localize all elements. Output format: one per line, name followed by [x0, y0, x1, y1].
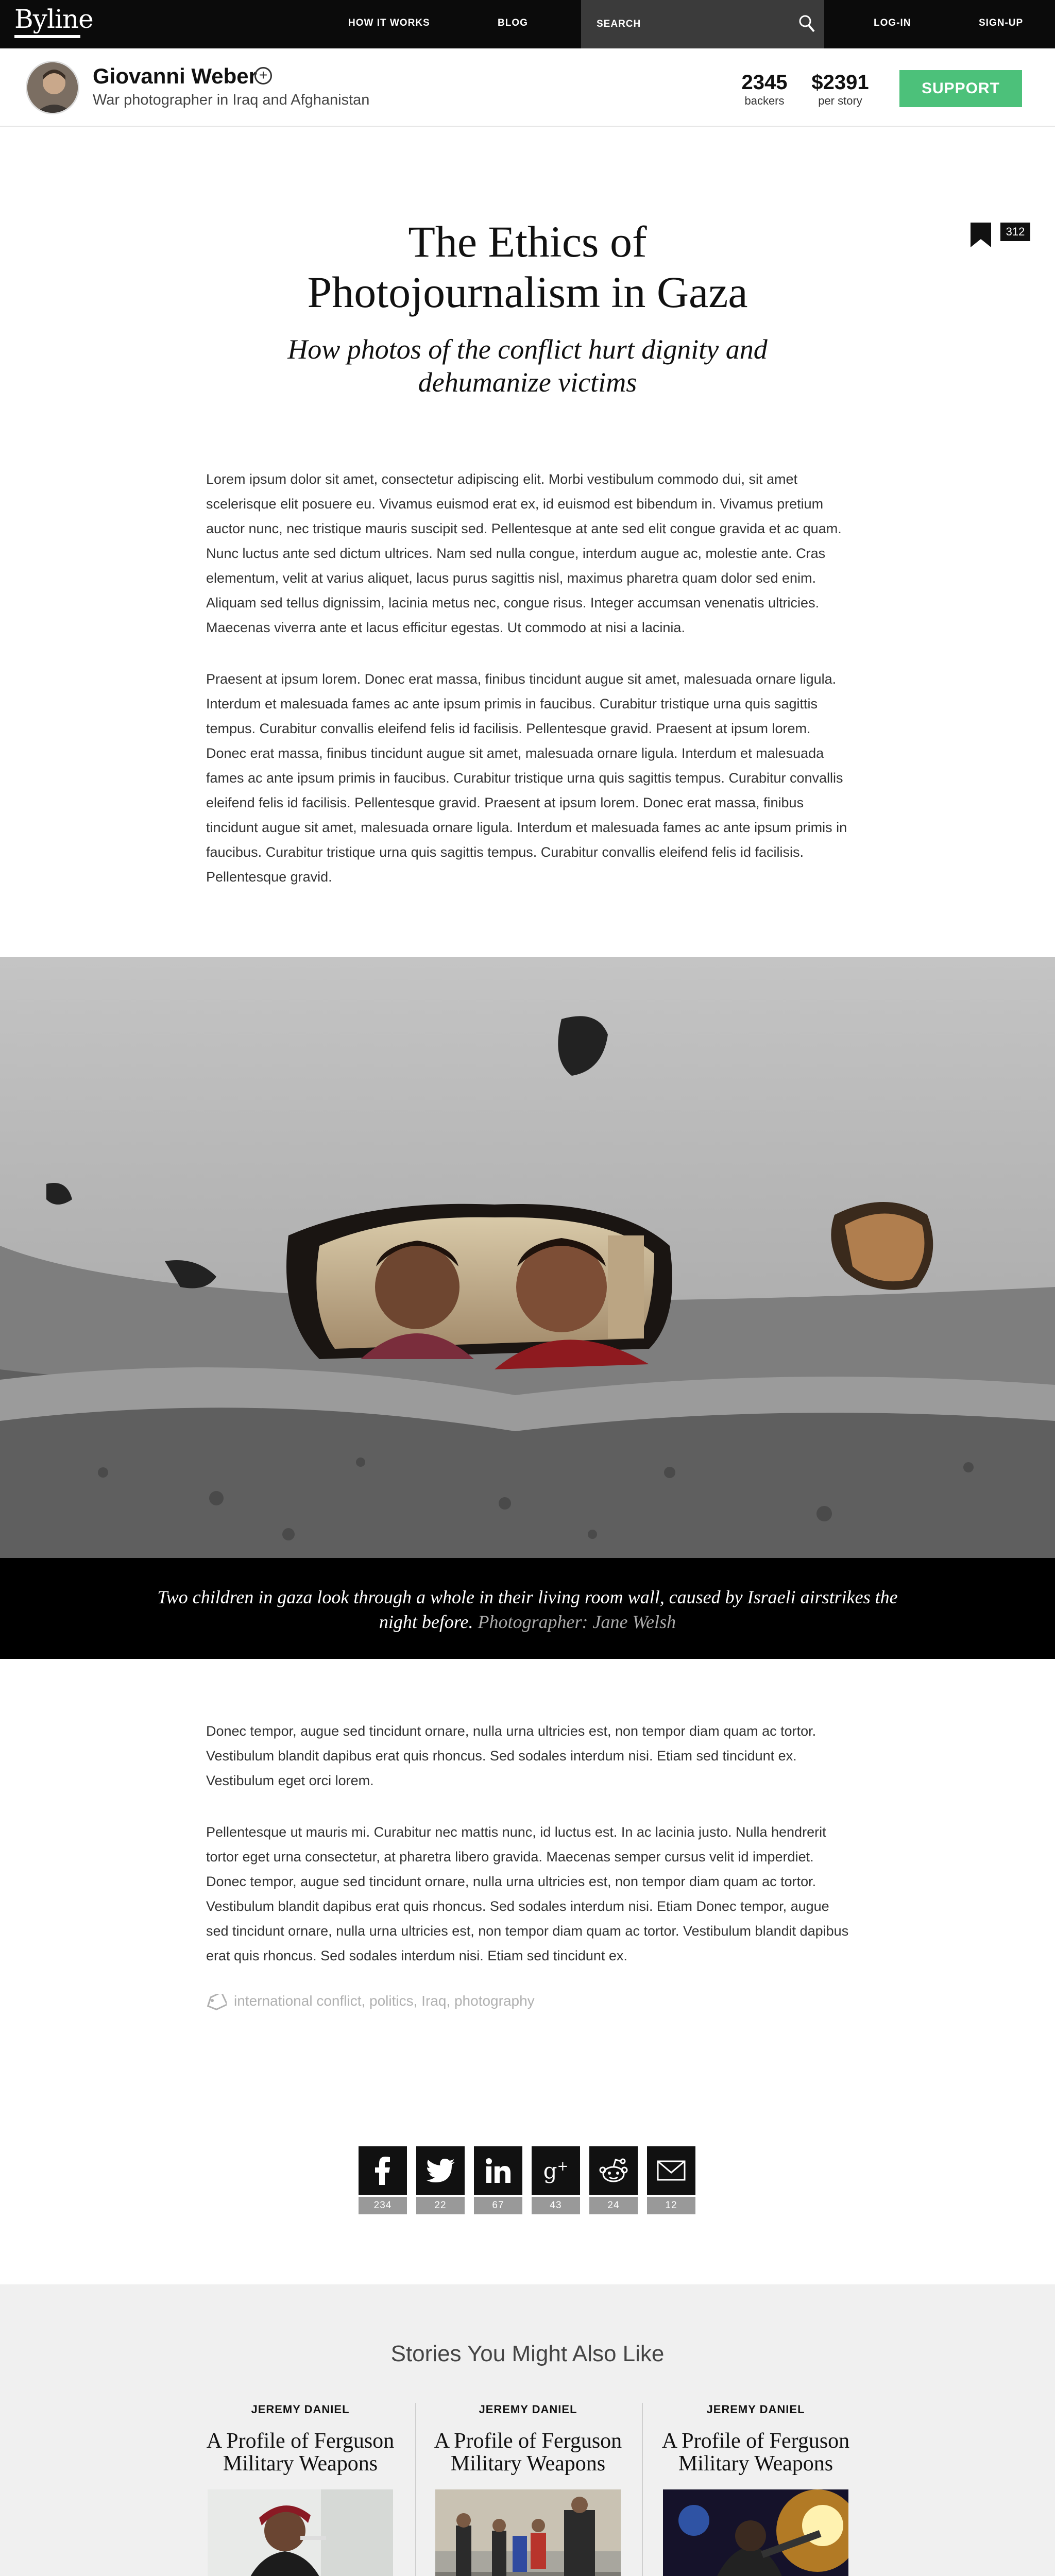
email-icon[interactable] [647, 2146, 695, 2195]
byline-logo[interactable]: Byline [14, 4, 93, 34]
author-profile-bar [0, 48, 1055, 127]
story-title[interactable]: A Profile of Ferguson Military Weapons [206, 2429, 395, 2476]
logo-underline [14, 35, 80, 38]
photo-credit: Photographer: Jane Welsh [478, 1612, 676, 1632]
backers-stat [734, 71, 795, 108]
hero-photo [0, 957, 1055, 1558]
per-story-label: per story [818, 94, 862, 107]
linkedin-count: 67 [474, 2197, 522, 2214]
twitter-icon[interactable] [416, 2146, 465, 2195]
share-email[interactable] [647, 2146, 695, 2214]
twitter-count: 22 [416, 2197, 465, 2214]
story-card[interactable] [433, 2403, 623, 2576]
share-twitter[interactable] [416, 2146, 465, 2214]
support-button[interactable]: SUPPORT [899, 70, 1022, 107]
tag-icon [206, 1994, 227, 2013]
top-nav [0, 0, 1055, 48]
nav-login[interactable]: LOG-IN [874, 18, 911, 28]
article-tags[interactable]: international conflict, politics, Iraq, photography [234, 1993, 535, 2009]
article-paragraph-1: Lorem ipsum dolor sit amet, consectetur adipiscing elit. Morbi vestibulum commodo dui, sit amet scelerisque elit posuere eu. Vivamus euismod erat ex, id euismod est bibendum in. Vivamus pretium auctor nunc, nec tristique mauris suscipit sed. Pellentesque at ante sed elit congue gravida et ac quam. Nunc luctus ante sed dictum ultrices. Nam sed nulla congue, interdum augue ac, molestie ante. Cras elementum, velit at varius aliquet, lacus purus sagittis nisl, maximus pharetra quam dolor sed enim. Aliquam sed tellus dignissim, lacinia metus nec, congue risus. Integer accumsan venenatis ultricies. Maecenas viverra ante et lacus efficitur egestas. Ut commodo at nisi a lacinia. [206, 471, 842, 635]
linkedin-icon[interactable] [474, 2146, 522, 2195]
author-tagline: War photographer in Iraq and Afghanistan [93, 92, 370, 108]
story-card[interactable] [205, 2403, 396, 2576]
author-name[interactable]: Giovanni Weber [93, 64, 257, 88]
nav-blog[interactable]: BLOG [498, 18, 528, 28]
story-author[interactable]: JEREMY DANIEL [251, 2403, 350, 2416]
story-author[interactable]: JEREMY DANIEL [706, 2403, 805, 2416]
stories-heading: Stories You Might Also Like [390, 2341, 665, 2366]
per-story-stat [807, 71, 874, 108]
story-image[interactable] [663, 2489, 848, 2576]
email-count: 12 [647, 2197, 695, 2214]
bookmark-count: 312 [1000, 223, 1030, 241]
article-paragraph-4: Pellentesque ut mauris mi. Curabitur nec mattis nunc, id luctus est. In ac lacinia justo. Nulla hendrerit tortor eget urna consectetur, at pharetra libero gravida. Maecenas semper cursus velit id imperdiet. Donec tempor, augue sed tincidunt ornare, nulla urna ultricies est, non tempor diam quam ac tortor. Vestibulum blandit dapibus erat quis rhoncus. Sed sodales interdum nisi. Etiam Donec tempor, augue sed tincidunt ornare, nulla urna ultricies est, non tempor diam quam ac tortor. Vestibulum blandit dapibus erat quis rhoncus. Sed sodales interdum nisi. Etiam sed tincidunt ex. [206, 1824, 849, 1963]
article-title: The Ethics of Photojournalism in Gaza [307, 217, 748, 317]
story-card[interactable] [660, 2403, 851, 2576]
share-googleplus[interactable] [532, 2146, 580, 2214]
follow-plus-icon[interactable]: + [254, 67, 272, 84]
story-title[interactable]: A Profile of Ferguson Military Weapons [434, 2429, 622, 2476]
reddit-icon[interactable] [589, 2146, 638, 2195]
per-story-amount: $2391 [811, 71, 869, 94]
search-input[interactable] [597, 15, 792, 33]
article-paragraph-3: Donec tempor, augue sed tincidunt ornare, nulla urna ultricies est, non tempor diam quam ac tortor. Vestibulum blandit dapibus erat quis rhoncus. Sed sodales interdum nisi. Etiam sed tincidunt ex. Vestibulum eget orci lorem. [206, 1723, 816, 1788]
story-image[interactable] [435, 2489, 621, 2576]
article-paragraph-2: Praesent at ipsum lorem. Donec erat massa, finibus tincidunt augue sit amet, malesuada ornare ligula. Interdum et malesuada fames ac ante ipsum primis in faucibus. Curabitur tristique urna quis sagittis tempus. Curabitur convallis eleifend felis id facilisis. Pellentesque gravid. Praesent at ipsum lorem. Donec erat massa, finibus tincidunt augue sit amet, malesuada ornare ligula. Interdum et malesuada fames ac ante ipsum primis in faucibus. Curabitur tristique urna quis sagittis tempus. Curabitur convallis eleifend felis id facilisis. Pellentesque gravid. Praesent at ipsum lorem. Donec erat massa, finibus tincidunt augue sit amet, malesuada ornare ligula. Interdum et malesuada fames ac ante ipsum primis in faucibus. Curabitur tristique urna quis sagittis tempus. Curabitur convallis eleifend felis id facilisis. Pellentesque gravid. [206, 671, 847, 885]
story-title[interactable]: A Profile of Ferguson Military Weapons [661, 2429, 850, 2476]
backers-label: backers [744, 94, 785, 107]
nav-how-it-works[interactable]: HOW IT WORKS [348, 18, 430, 28]
story-image[interactable] [208, 2489, 393, 2576]
reddit-count: 24 [589, 2197, 638, 2214]
caption-text: Two children in gaza look through a whole in their living room wall, caused by Israeli airstrikes the night before. [157, 1587, 898, 1632]
search-icon[interactable] [797, 13, 816, 37]
backers-count: 2345 [741, 71, 788, 94]
search-box [581, 0, 824, 48]
googleplus-icon[interactable]: g+ [532, 2146, 580, 2195]
facebook-count: 234 [359, 2197, 407, 2214]
facebook-icon[interactable] [359, 2146, 407, 2195]
share-facebook[interactable] [359, 2146, 407, 2214]
share-reddit[interactable] [589, 2146, 638, 2214]
photo-caption [0, 1558, 1055, 1659]
story-divider [415, 2403, 416, 2576]
author-avatar[interactable] [26, 61, 79, 114]
story-divider [642, 2403, 643, 2576]
story-author[interactable]: JEREMY DANIEL [479, 2403, 577, 2416]
article-subtitle: How photos of the conflict hurt dignity and dehumanize victims [287, 334, 768, 398]
share-linkedin[interactable] [474, 2146, 522, 2214]
bookmark-icon[interactable] [971, 223, 991, 250]
nav-signup[interactable]: SIGN-UP [979, 18, 1024, 28]
googleplus-count: 43 [532, 2197, 580, 2214]
